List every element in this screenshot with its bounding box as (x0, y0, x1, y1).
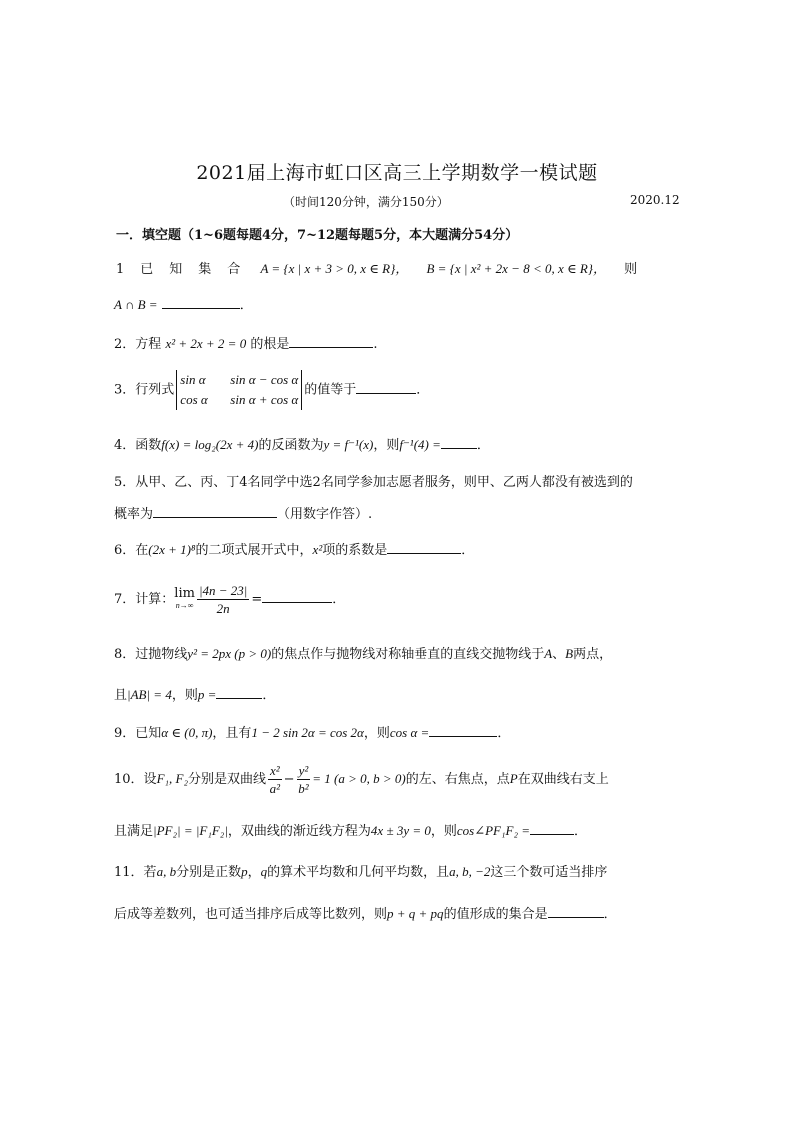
q10-answer-blank[interactable] (530, 822, 574, 835)
q3-ask: 的值等于 (304, 382, 357, 398)
q9-then: ，则 (363, 726, 390, 741)
q8-point-a: A (544, 646, 553, 661)
question-8 (114, 643, 612, 662)
q4-answer-blank[interactable] (441, 436, 477, 449)
q8-condition: |AB| = 4 (127, 687, 172, 702)
q11-line1a: 若 (143, 865, 157, 880)
exam-subtitle: （时间120分钟，满分150分） (283, 195, 449, 209)
question-10-line2 (114, 820, 587, 839)
q1-then: 则 (624, 262, 638, 277)
q7-number: 7． (114, 592, 136, 607)
q10-minus: − (283, 772, 295, 787)
q3-text: 行列式 (135, 382, 175, 398)
q7-lim-label: lim (174, 585, 195, 601)
question-8-line2 (114, 684, 275, 703)
q5-answer-blank[interactable] (153, 505, 277, 518)
q8-end: ． (262, 688, 276, 703)
q6-number: 6． (114, 543, 136, 558)
q11-line1d: 这三个数可适当排序 (490, 865, 608, 880)
q7-numerator: |4n − 23| (198, 583, 248, 598)
q10-line2a: 且满足 (114, 824, 154, 839)
q11-sep: ， (247, 865, 261, 880)
q3-r1c1: sin α (180, 372, 206, 387)
q11-three-numbers: a, b, −2 (449, 864, 491, 879)
q11-end: ． (603, 907, 617, 922)
q8-sep: 、 (552, 647, 566, 662)
q8-point-b: B (565, 646, 574, 661)
q10-line1b: 分别是双曲线 (187, 772, 266, 787)
q9-mid: ，且有 (212, 726, 252, 741)
q5-note: （用数字作答）. (277, 507, 373, 522)
q2-text: 方程 (135, 337, 162, 352)
q10-line1c: 的左、右焦点，点 (405, 772, 510, 787)
q10-line2b: ，双曲线的渐近线方程为 (227, 824, 371, 839)
q1-ask: A ∩ B = (114, 297, 158, 312)
question-5-line2 (114, 503, 372, 522)
q6-binomial: (2x + 1)⁸ (148, 542, 196, 557)
q8-ask: p = (197, 687, 217, 702)
q9-answer-blank[interactable] (429, 724, 497, 737)
q6-ask: 项的系数是 (322, 543, 388, 558)
q11-line1b: 分别是正数 (176, 865, 242, 880)
q11-number: 11． (114, 865, 144, 880)
q4-number: 4． (114, 438, 136, 453)
q3-r1c2: sin α − cos α (230, 372, 299, 387)
q10-foci: F₁, F₂ (156, 771, 188, 786)
q8-answer-blank[interactable] (216, 686, 262, 699)
q11-line2a: 后成等差数列，也可适当排序后成等比数列，则 (114, 907, 388, 922)
q11-ab: a, b (156, 864, 177, 879)
q3-r2c1: cos α (180, 392, 208, 407)
q3-determinant (176, 370, 302, 410)
q9-condition1: α ∈ (0, π) (161, 725, 213, 740)
q3-answer-blank[interactable] (356, 381, 416, 394)
question-5 (114, 471, 633, 490)
q9-number: 9． (114, 726, 136, 741)
q1-end: ． (239, 298, 253, 313)
question-11-line2 (114, 903, 617, 922)
q10-line2c: ，则 (430, 824, 457, 839)
q8-line2b: ，则 (171, 688, 198, 703)
q11-p: p (241, 864, 248, 879)
q10-y-denominator: b² (298, 781, 309, 796)
q10-y-numerator: y² (298, 763, 309, 778)
question-1-answer-line (114, 294, 253, 313)
q10-ask: cos∠PF₁F₂ = (456, 823, 530, 838)
q4-inverse: y = f⁻¹(x) (323, 437, 374, 452)
q10-line1a: 设 (143, 772, 157, 787)
q8-number: 8． (114, 647, 136, 662)
q1-set-a: A = {x | x + 3 > 0, x ∈ R}， (260, 261, 409, 276)
q8-line2a: 且 (114, 688, 128, 703)
q10-end: ． (574, 824, 588, 839)
q7-answer-blank[interactable] (262, 590, 332, 603)
question-11 (114, 861, 607, 880)
question-6 (114, 539, 474, 558)
q11-answer-blank[interactable] (548, 905, 604, 918)
q10-condition: = 1 (a > 0, b > 0) (312, 771, 406, 786)
q4-ask: f⁻¹(4) = (399, 437, 441, 452)
q7-lim-sub: n→∞ (175, 600, 194, 610)
q8-parabola: y² = 2px (p > 0) (187, 646, 272, 661)
q4-mid: 的反函数为 (258, 438, 324, 453)
q11-q: q (260, 864, 268, 879)
q10-number: 10． (114, 772, 144, 787)
q4-end: ． (476, 438, 490, 453)
q3-r2c2: sin α + cos α (230, 392, 299, 407)
q9-condition2: 1 − 2 sin 2α = cos 2α (251, 725, 364, 740)
q11-line2b: 的值形成的集合是 (443, 907, 548, 922)
q8-line1a: 过抛物线 (135, 647, 188, 662)
q5-number: 5． (114, 475, 136, 490)
q10-fraction-x (268, 762, 282, 797)
q1-answer-blank[interactable] (162, 296, 240, 309)
question-2 (114, 333, 378, 352)
q6-answer-blank[interactable] (387, 541, 461, 554)
q10-fraction-y (297, 762, 311, 797)
q6-mid: 的二项式展开式中， (195, 543, 313, 558)
q10-x-denominator: a² (269, 781, 281, 796)
q10-condition2: |PF₂| = |F₁F₂| (153, 823, 228, 838)
q9-ask: cos α = (389, 725, 430, 740)
q8-line1b: 的焦点作与抛物线对称轴垂直的直线交抛物线于 (271, 647, 545, 662)
section-heading: 一．填空题（1~6题每题4分，7~12题每题5分，本大题满分54分） (116, 228, 519, 243)
q6-text: 在 (135, 543, 149, 558)
q5-ask: 概率为 (114, 507, 154, 522)
q10-point-p: P (509, 771, 518, 786)
q4-then: ，则 (373, 438, 400, 453)
q10-asymptote: 4x ± 3y = 0 (370, 823, 431, 838)
question-9 (114, 722, 510, 741)
q10-line1d: 在双曲线右支上 (517, 772, 609, 787)
exam-date: 2020.12 (630, 193, 680, 207)
q3-end: ． (416, 382, 430, 398)
q11-expression: p + q + pq (387, 906, 444, 921)
q5-line1: 从甲、乙、丙、丁4名同学中选2名同学参加志愿者服务，则甲、乙两人都没有被选到的 (135, 475, 633, 490)
question-10 (114, 762, 609, 797)
q3-number: 3． (114, 382, 136, 398)
q7-text: 计算： (135, 592, 175, 607)
question-4 (114, 434, 490, 453)
q1-number: 1 (116, 262, 141, 277)
q7-end: ． (332, 592, 346, 607)
q7-equals: = (251, 592, 263, 607)
q11-line1c: 的算术平均数和几何平均数，且 (267, 865, 450, 880)
q9-end: ． (497, 726, 511, 741)
q7-denominator: 2n (216, 601, 230, 616)
q6-term: x² (312, 542, 323, 557)
q7-fraction (197, 582, 249, 617)
q6-end: ． (461, 543, 475, 558)
q1-set-b: B = {x | x² + 2x − 8 < 0, x ∈ R}， (426, 261, 606, 276)
q1-lead: 已知集合 (140, 262, 257, 277)
q9-text: 已知 (135, 726, 162, 741)
q2-answer-blank[interactable] (289, 335, 373, 348)
q4-function: f(x) = log₂(2x + 4) (161, 437, 259, 452)
q2-ask: 的根是 (250, 337, 290, 352)
q7-limit (174, 585, 195, 612)
q2-end: . (373, 337, 378, 352)
exam-title: 2021届上海市虹口区高三上学期数学一模试题 (196, 162, 598, 184)
question-7 (114, 582, 345, 617)
question-1 (116, 258, 637, 277)
q8-line1c: 两点， (573, 647, 613, 662)
q10-x-numerator: x² (270, 763, 280, 778)
q2-equation: x² + 2x + 2 = 0 (165, 336, 247, 351)
q2-number: 2． (114, 337, 136, 352)
q4-text: 函数 (135, 438, 162, 453)
question-3 (114, 370, 429, 410)
